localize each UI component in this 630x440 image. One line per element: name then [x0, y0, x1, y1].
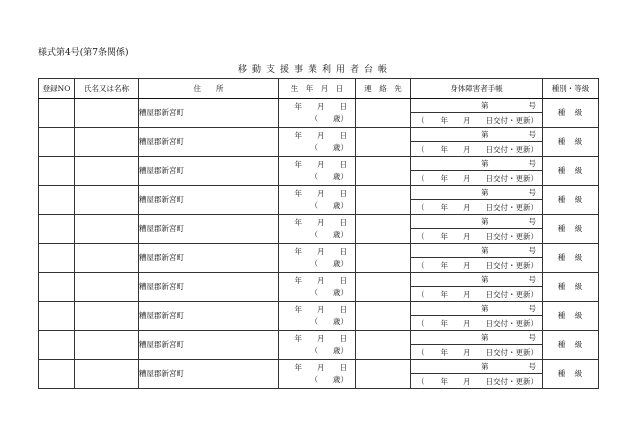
handbook-issue-paren: （ [417, 261, 425, 270]
handbook-issue-date: 年 月 日交付・更新） [440, 174, 538, 183]
handbook-issue-date: 年 月 日交付・更新） [440, 290, 538, 299]
age-text: （ 歳） [310, 143, 348, 152]
type-grade-cell[interactable]: 種 級 [543, 360, 599, 389]
type-grade-cell[interactable]: 種 級 [543, 186, 599, 215]
table-row [39, 99, 599, 128]
type-grade-cell[interactable]: 種 級 [543, 99, 599, 128]
handbook-number-suffix: 号 [528, 275, 536, 284]
birth-date-text: 年 月 日 [294, 363, 347, 372]
type-grade-cell[interactable]: 種 級 [543, 157, 599, 186]
handbook-issue-line [411, 287, 542, 301]
contact-cell[interactable] [356, 186, 411, 215]
birth-date-text: 年 月 日 [294, 305, 347, 314]
header-name: 氏名又は名称 [75, 79, 139, 99]
contact-cell[interactable] [356, 244, 411, 273]
contact-cell[interactable] [356, 128, 411, 157]
handbook-number-prefix: 第 [481, 188, 489, 197]
handbook-number-suffix: 号 [528, 333, 536, 342]
birth-date-text: 年 月 日 [294, 218, 347, 227]
handbook-number-line [411, 244, 542, 258]
age-text: （ 歳） [310, 346, 348, 355]
age-text: （ 歳） [310, 317, 348, 326]
birth-date-text: 年 月 日 [294, 189, 347, 198]
handbook-cell[interactable] [411, 157, 543, 186]
handbook-issue-paren: （ [417, 232, 425, 241]
handbook-issue-paren: （ [417, 174, 425, 183]
age-text: （ 歳） [310, 230, 348, 239]
handbook-cell[interactable] [411, 186, 543, 215]
type-grade-cell[interactable]: 種 級 [543, 302, 599, 331]
birth-date-text: 年 月 日 [294, 247, 347, 256]
name-cell[interactable] [75, 331, 139, 360]
name-cell[interactable] [75, 186, 139, 215]
handbook-number-prefix: 第 [481, 101, 489, 110]
handbook-issue-line [411, 200, 542, 214]
handbook-number-suffix: 号 [528, 246, 536, 255]
header-row [39, 79, 599, 99]
name-cell[interactable] [75, 244, 139, 273]
registration-no-cell[interactable] [39, 244, 75, 273]
birth-date-cell[interactable] [279, 99, 356, 128]
birth-date-cell[interactable] [279, 360, 356, 389]
birth-date-text: 年 月 日 [294, 334, 347, 343]
contact-cell[interactable] [356, 215, 411, 244]
address-cell[interactable]: 糟屋郡新宮町 [139, 302, 279, 331]
address-cell[interactable]: 糟屋郡新宮町 [139, 215, 279, 244]
handbook-issue-paren: （ [417, 145, 425, 154]
handbook-number-prefix: 第 [481, 246, 489, 255]
registration-no-cell[interactable] [39, 331, 75, 360]
handbook-number-suffix: 号 [528, 188, 536, 197]
handbook-number-suffix: 号 [528, 362, 536, 371]
handbook-number-line [411, 99, 542, 113]
contact-cell[interactable] [356, 331, 411, 360]
handbook-cell[interactable] [411, 302, 543, 331]
age-text: （ 歳） [310, 114, 348, 123]
registration-no-cell[interactable] [39, 273, 75, 302]
handbook-number-suffix: 号 [528, 159, 536, 168]
handbook-cell[interactable] [411, 215, 543, 244]
address-cell[interactable]: 糟屋郡新宮町 [139, 186, 279, 215]
table-row [39, 157, 599, 186]
registration-no-cell[interactable] [39, 186, 75, 215]
handbook-cell[interactable] [411, 244, 543, 273]
handbook-number-line [411, 360, 542, 374]
header-birth-date: 生 年 月 日 [279, 79, 356, 99]
birth-date-cell[interactable] [279, 244, 356, 273]
birth-date-text: 年 月 日 [294, 102, 347, 111]
user-register-table [38, 78, 599, 389]
handbook-number-line [411, 128, 542, 142]
table-row [39, 244, 599, 273]
age-text: （ 歳） [310, 172, 348, 181]
handbook-number-prefix: 第 [481, 333, 489, 342]
handbook-cell[interactable] [411, 360, 543, 389]
birth-date-text: 年 月 日 [294, 160, 347, 169]
handbook-number-line [411, 215, 542, 229]
contact-cell[interactable] [356, 99, 411, 128]
contact-cell[interactable] [356, 360, 411, 389]
handbook-issue-date: 年 月 日交付・更新） [440, 319, 538, 328]
handbook-issue-paren: （ [417, 319, 425, 328]
handbook-issue-line [411, 229, 542, 243]
handbook-number-line [411, 273, 542, 287]
table-row [39, 186, 599, 215]
type-grade-cell[interactable]: 種 級 [543, 128, 599, 157]
registration-no-cell[interactable] [39, 99, 75, 128]
birth-date-text: 年 月 日 [294, 131, 347, 140]
table-row [39, 331, 599, 360]
handbook-number-prefix: 第 [481, 362, 489, 371]
handbook-issue-paren: （ [417, 290, 425, 299]
handbook-issue-date: 年 月 日交付・更新） [440, 145, 538, 154]
type-grade-cell[interactable]: 種 級 [543, 215, 599, 244]
contact-cell[interactable] [356, 302, 411, 331]
handbook-issue-paren: （ [417, 116, 425, 125]
type-grade-cell[interactable]: 種 級 [543, 273, 599, 302]
birth-date-cell[interactable] [279, 186, 356, 215]
handbook-number-prefix: 第 [481, 304, 489, 313]
birth-date-text: 年 月 日 [294, 276, 347, 285]
age-text: （ 歳） [310, 288, 348, 297]
age-text: （ 歳） [310, 259, 348, 268]
handbook-cell[interactable] [411, 273, 543, 302]
handbook-issue-line [411, 374, 542, 388]
birth-date-cell[interactable] [279, 157, 356, 186]
table-row [39, 273, 599, 302]
address-cell[interactable]: 糟屋郡新宮町 [139, 273, 279, 302]
header-contact: 連 絡 先 [356, 79, 411, 99]
address-cell[interactable]: 糟屋郡新宮町 [139, 244, 279, 273]
name-cell[interactable] [75, 273, 139, 302]
type-grade-cell[interactable]: 種 級 [543, 244, 599, 273]
form-number-label: 様式第4号(第7条関係) [38, 48, 129, 58]
handbook-issue-line [411, 142, 542, 156]
header-type-grade: 種別・等級 [543, 79, 599, 99]
handbook-number-prefix: 第 [481, 159, 489, 168]
handbook-issue-line [411, 171, 542, 185]
table-row [39, 215, 599, 244]
handbook-number-prefix: 第 [481, 217, 489, 226]
handbook-number-prefix: 第 [481, 275, 489, 284]
handbook-cell[interactable] [411, 128, 543, 157]
birth-date-cell[interactable] [279, 128, 356, 157]
contact-cell[interactable] [356, 273, 411, 302]
address-cell[interactable]: 糟屋郡新宮町 [139, 99, 279, 128]
handbook-issue-date: 年 月 日交付・更新） [440, 203, 538, 212]
name-cell[interactable] [75, 99, 139, 128]
handbook-number-line [411, 186, 542, 200]
name-cell[interactable] [75, 157, 139, 186]
handbook-cell[interactable] [411, 331, 543, 360]
registration-no-cell[interactable] [39, 157, 75, 186]
handbook-issue-paren: （ [417, 348, 425, 357]
address-cell[interactable]: 糟屋郡新宮町 [139, 331, 279, 360]
birth-date-cell[interactable] [279, 331, 356, 360]
registration-no-cell[interactable] [39, 302, 75, 331]
handbook-issue-line [411, 345, 542, 359]
handbook-issue-line [411, 316, 542, 330]
header-address: 住 所 [139, 79, 279, 99]
handbook-issue-paren: （ [417, 203, 425, 212]
age-text: （ 歳） [310, 375, 348, 384]
handbook-issue-date: 年 月 日交付・更新） [440, 377, 538, 386]
handbook-issue-paren: （ [417, 377, 425, 386]
birth-date-cell[interactable] [279, 273, 356, 302]
registration-no-cell[interactable] [39, 128, 75, 157]
handbook-cell[interactable] [411, 99, 543, 128]
birth-date-cell[interactable] [279, 215, 356, 244]
handbook-number-line [411, 331, 542, 345]
handbook-number-line [411, 157, 542, 171]
name-cell[interactable] [75, 302, 139, 331]
handbook-number-suffix: 号 [528, 217, 536, 226]
name-cell[interactable] [75, 215, 139, 244]
handbook-issue-date: 年 月 日交付・更新） [440, 116, 538, 125]
address-cell[interactable]: 糟屋郡新宮町 [139, 360, 279, 389]
address-cell[interactable]: 糟屋郡新宮町 [139, 157, 279, 186]
handbook-issue-date: 年 月 日交付・更新） [440, 348, 538, 357]
name-cell[interactable] [75, 360, 139, 389]
handbook-number-prefix: 第 [481, 130, 489, 139]
type-grade-cell[interactable]: 種 級 [543, 331, 599, 360]
registration-no-cell[interactable] [39, 360, 75, 389]
handbook-issue-line [411, 113, 542, 127]
header-disability-handbook: 身体障害者手帳 [411, 79, 543, 99]
handbook-issue-line [411, 258, 542, 272]
address-cell[interactable]: 糟屋郡新宮町 [139, 128, 279, 157]
handbook-number-suffix: 号 [528, 101, 536, 110]
table-row [39, 302, 599, 331]
document-title: 移動支援事業利用者台帳 [237, 65, 392, 75]
age-text: （ 歳） [310, 201, 348, 210]
handbook-issue-date: 年 月 日交付・更新） [440, 261, 538, 270]
handbook-issue-date: 年 月 日交付・更新） [440, 232, 538, 241]
header-registration-no: 登録NO [39, 79, 75, 99]
name-cell[interactable] [75, 128, 139, 157]
handbook-number-suffix: 号 [528, 130, 536, 139]
registration-no-cell[interactable] [39, 215, 75, 244]
birth-date-cell[interactable] [279, 302, 356, 331]
handbook-number-suffix: 号 [528, 304, 536, 313]
handbook-number-line [411, 302, 542, 316]
contact-cell[interactable] [356, 157, 411, 186]
table-row [39, 360, 599, 389]
table-row [39, 128, 599, 157]
